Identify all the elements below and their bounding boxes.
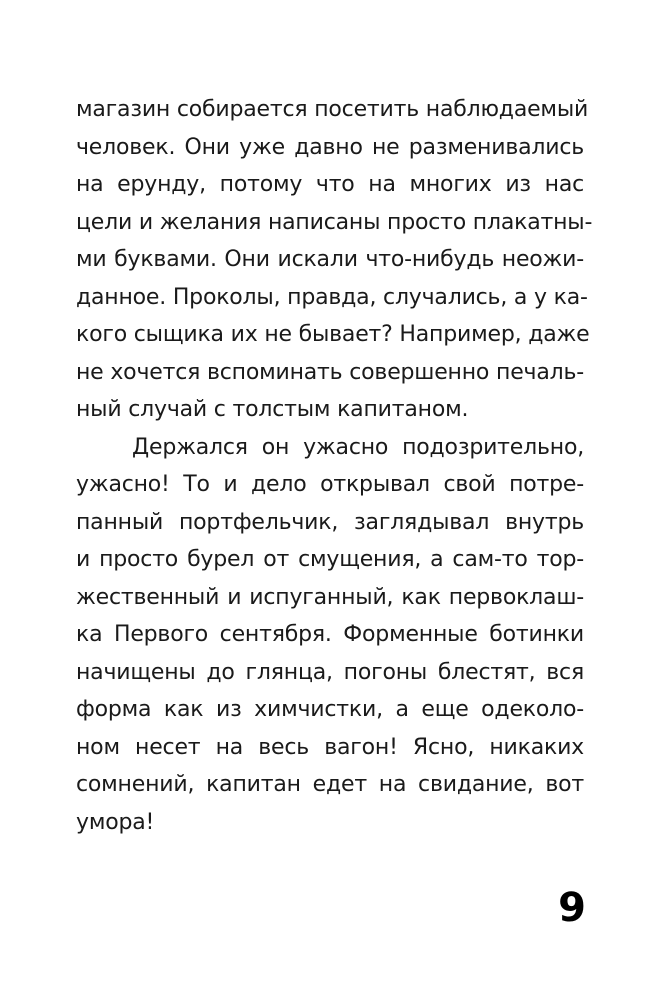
paragraph-2 [76,429,584,842]
text-line: ном несет на весь вагон! Ясно, никаких [76,734,584,760]
text-line: форма как из химчистки, а еще одеколо- [76,697,584,722]
text-line: не хочется вспоминать совершенно печаль- [76,359,584,385]
text-line: панный портфельчик, заглядывал внутрь [76,509,584,535]
text-line: жественный и испуганный, как первоклаш- [76,584,584,610]
text-line: кого сыщика их не бывает? Например, даже [76,322,590,347]
text-line: сомнений, капитан едет на свидание, вот [76,772,584,797]
text-line: ка Первого сентября. Форменные ботинки [76,622,584,647]
text-line: магазин собирается посетить наблюдаемый [76,97,589,122]
text-line: умора! [76,809,155,835]
text-line: на ерунду, потому что на многих из нас [76,172,584,197]
text-line: человек. Они уже давно не разменивались [76,134,584,160]
body-text [76,91,593,841]
text-line: ужасно! То и дело открывал свой потре- [76,472,584,497]
paragraph-1 [76,91,593,429]
text-line: ми буквами. Они искали что-нибудь неожи- [76,247,584,272]
text-line: и просто бурел от смущения, а сам-то тор- [76,547,584,572]
text-line: данное. Проколы, правда, случались, а у ка- [76,284,588,310]
text-line: начищены до глянца, погоны блестят, вся [76,659,584,685]
text-line: Держался он ужасно подозрительно, [132,434,584,460]
text-line: ный случай с толстым капитаном. [76,397,469,422]
text-line: цели и желания написаны просто плакатны- [76,209,593,235]
page-number: 9 [558,885,586,931]
